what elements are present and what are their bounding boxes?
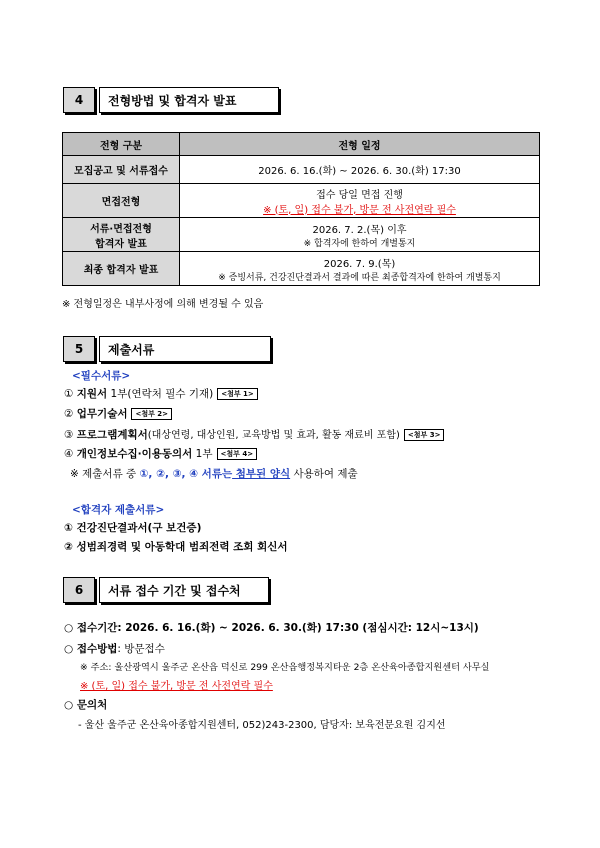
note-highlight: ①, ②, ③, ④ 서류는 [139, 468, 233, 480]
table-row [63, 184, 540, 218]
section-title: 제출서류 [99, 336, 271, 362]
contact-heading: ○ 문의처 [64, 699, 108, 711]
row-value-line: 2026. 7. 9.(목) [323, 258, 396, 270]
item-detail: 1부 [192, 448, 213, 460]
note-text: 사용하여 제출 [290, 468, 358, 480]
row-label: 면접전형 [63, 184, 180, 218]
section-number: 4 [63, 87, 95, 113]
section-title: 서류 접수 기간 및 접수처 [99, 577, 269, 603]
item-title: 지원서 [76, 388, 108, 400]
item-number: ③ [64, 429, 74, 441]
section-6-header [63, 577, 269, 603]
note-highlight: 첨부된 양식 [232, 468, 291, 480]
table-row [63, 252, 540, 286]
row-value: 2026. 6. 16.(화) ~ 2026. 6. 30.(화) 17:30 [180, 156, 540, 184]
attachment-tag: <첨부 1> [217, 388, 258, 400]
item-detail: 1부(연락처 필수 기재) [107, 388, 214, 400]
required-docs-heading: <필수서류> [72, 370, 131, 382]
schedule-table [62, 132, 540, 286]
table-row [63, 156, 540, 184]
pass-doc-item: ② 성범죄경력 및 아동학대 범죄전력 조회 회신서 [64, 541, 288, 553]
pass-doc-item: ① 건강진단결과서(구 보건증) [64, 522, 202, 534]
receipt-period: ○ 접수기간: 2026. 6. 16.(화) ~ 2026. 6. 30.(화) 17:30 (점심시간: 12시~13시) [64, 622, 479, 634]
receipt-warning: ※ (토, 일) 접수 불가, 방문 전 사전연락 필수 [80, 681, 273, 692]
required-docs-note [70, 466, 358, 481]
item-number: ④ [64, 448, 74, 460]
row-value [180, 252, 540, 286]
method-value: : 방문접수 [117, 643, 165, 655]
item-title: 프로그램계획서 [76, 429, 148, 441]
item-title: 업무기술서 [76, 408, 128, 420]
section-number: 5 [63, 336, 95, 362]
item-title: 개인정보수집·이용동의서 [76, 448, 193, 460]
table-header: 전형 일정 [180, 133, 540, 156]
attachment-tag: <첨부 4> [217, 448, 258, 460]
row-label: 모집공고 및 서류접수 [63, 156, 180, 184]
row-label: 최종 합격자 발표 [63, 252, 180, 286]
receipt-method [64, 641, 165, 656]
row-label-line: 합격자 발표 [95, 238, 147, 250]
pass-docs-heading: <합격자 제출서류> [72, 504, 165, 516]
section-5-header [63, 336, 271, 362]
section-4-header [63, 87, 279, 113]
table-header: 전형 구분 [63, 133, 180, 156]
item-number: ① [64, 388, 74, 400]
table-header-row [63, 133, 540, 156]
row-value [180, 184, 540, 218]
method-label: ○ 접수방법 [64, 643, 118, 655]
required-doc-item [64, 406, 172, 421]
section-number: 6 [63, 577, 95, 603]
item-detail: (대상연령, 대상인원, 교육방법 및 효과, 활동 재료비 포함) [147, 430, 400, 441]
row-value-line: ※ 합격자에 한하여 개별통지 [303, 238, 416, 249]
row-warning: ※ (토, 일) 접수 불가, 방문 전 사전연락 필수 [263, 204, 456, 216]
item-number: ② [64, 408, 74, 420]
required-doc-item [64, 426, 444, 442]
section-title: 전형방법 및 합격자 발표 [99, 87, 279, 113]
required-doc-item [64, 386, 258, 401]
row-label [63, 218, 180, 252]
row-label-line: 서류·면접전형 [90, 223, 152, 235]
attachment-tag: <첨부 2> [131, 408, 172, 420]
note-text: ※ 제출서류 중 [70, 468, 140, 480]
receipt-address: ※ 주소: 울산광역시 울주군 온산읍 덕신로 299 온산읍행정복지타운 2층 온산육아종합지원센터 사무실 [80, 662, 490, 673]
contact-info: - 울산 울주군 온산육아종합지원센터, 052)243-2300, 담당자: 보육전문요원 김지선 [78, 720, 446, 731]
schedule-note: ※ 전형일정은 내부사정에 의해 변경될 수 있음 [62, 299, 264, 310]
attachment-tag: <첨부 3> [404, 429, 445, 441]
row-value-line: ※ 증빙서류, 건강진단결과서 결과에 따른 최종합격자에 한하여 개별통지 [218, 272, 501, 283]
row-value [180, 218, 540, 252]
row-value-line: 접수 당일 면접 진행 [316, 189, 403, 201]
row-value-line: 2026. 7. 2.(목) 이후 [312, 224, 407, 236]
table-row [63, 218, 540, 252]
required-doc-item [64, 446, 257, 461]
